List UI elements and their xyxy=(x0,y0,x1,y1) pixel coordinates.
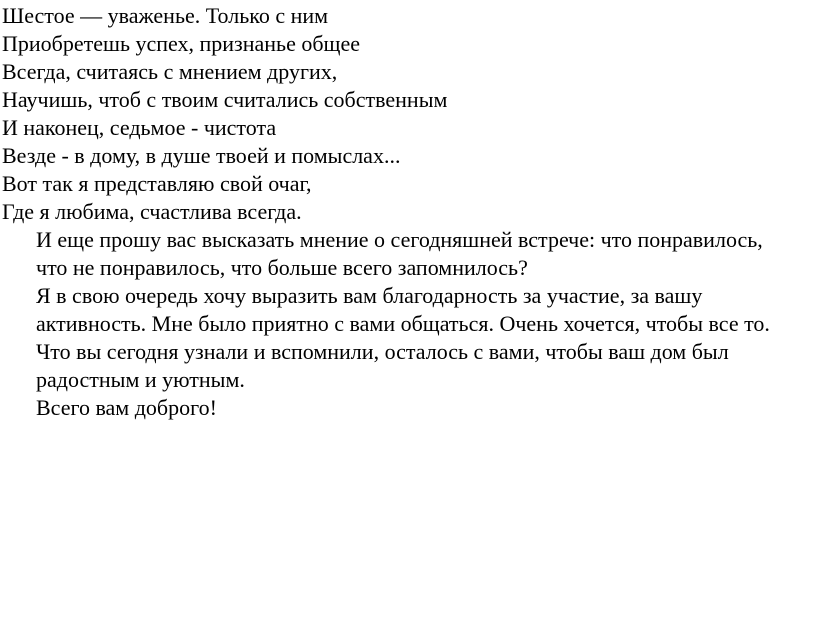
poem-line: Приобретешь успех, признанье общее xyxy=(2,31,360,56)
poem-line: Всегда, считаясь с мнением других, xyxy=(2,59,338,84)
feedback-request-paragraph: И еще прошу вас высказать мнение о сегодняшней встрече: что понравилось, что не понравилось, что больше всего запомнилось? xyxy=(36,227,763,280)
farewell-paragraph: Всего вам доброго! xyxy=(36,395,217,420)
closing-text-block xyxy=(2,226,810,422)
poem-line: Шестое — уваженье. Только с ним xyxy=(2,3,329,28)
poem-line: Научишь, чтоб с твоим считались собственным xyxy=(2,87,448,112)
gratitude-paragraph: Я в свою очередь хочу выразить вам благодарность за участие, за вашу активность. Мне было приятно с вами общаться. Очень хочется, чтобы все то. Что вы сегодня узнали и вспомнили, осталось с вами, чтобы ваш дом был радостным и уютным. xyxy=(36,283,770,392)
poem-line: Вот так я представляю свой очаг, xyxy=(2,171,312,196)
poem-line: И наконец, седьмое - чистота xyxy=(2,115,277,140)
poem-line: Где я любима, счастлива всегда. xyxy=(2,199,302,224)
document-page xyxy=(2,2,810,422)
poem-block xyxy=(2,2,810,226)
poem-line: Везде - в дому, в душе твоей и помыслах... xyxy=(2,143,401,168)
